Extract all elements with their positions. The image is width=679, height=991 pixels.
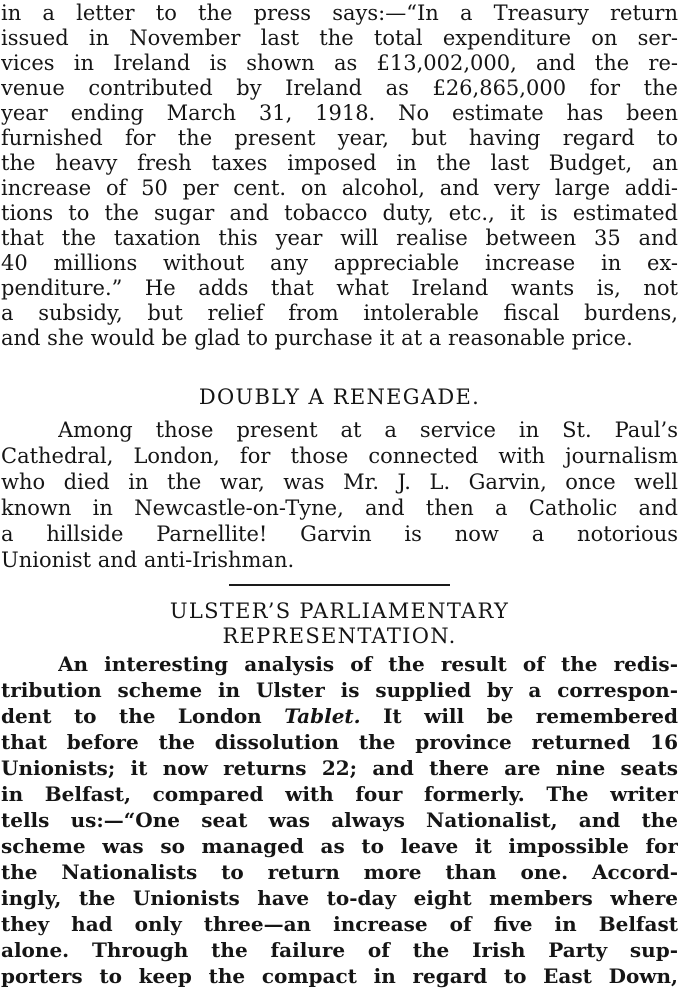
text-line: increase of 50 per cent. on alcohol, and very large addi- bbox=[1, 176, 678, 200]
text-line: who died in the war, was Mr. J. L. Garvin, once well bbox=[1, 470, 678, 494]
text-line: penditure.” He adds that what Ireland wants is, not bbox=[1, 276, 678, 300]
section-divider bbox=[229, 584, 450, 586]
text-line: year ending March 31, 1918. No estimate has been bbox=[1, 101, 678, 125]
text-line: the Nationalists to return more than one. Accord- bbox=[1, 860, 678, 884]
text-line: that before the dissolution the province returned 16 bbox=[1, 730, 678, 754]
text-line: in Belfast, compared with four formerly. The writer bbox=[1, 782, 678, 806]
publication-title: Tablet. bbox=[284, 704, 361, 728]
text-line: that the taxation this year will realise between 35 and bbox=[1, 226, 678, 250]
text-line: issued in November last the total expenditure on ser- bbox=[1, 26, 678, 50]
text-line: furnished for the present year, but having regard to bbox=[1, 126, 678, 150]
text-line: they had only three—an increase of five in Belfast bbox=[1, 912, 678, 936]
text-line: venue contributed by Ireland as £26,865,000 for the bbox=[1, 76, 678, 100]
section-heading: ULSTER’S PARLIAMENTARY bbox=[169, 599, 510, 623]
text-line bbox=[1, 703, 678, 729]
text-line: Unionist and anti-Irishman. bbox=[1, 548, 295, 572]
text-line: Among those present at a service in St. Paul’s bbox=[58, 418, 678, 442]
text-line: known in Newcastle-on-Tyne, and then a Catholic and bbox=[1, 496, 678, 520]
text-line: vices in Ireland is shown as £13,002,000, and the re- bbox=[1, 51, 678, 75]
section-subheading: REPRESENTATION. bbox=[222, 624, 457, 648]
text-line: a subsidy, but relief from intolerable fiscal burdens, bbox=[1, 301, 678, 325]
section-heading: DOUBLY A RENEGADE. bbox=[198, 385, 481, 409]
text-line: a hillside Parnellite! Garvin is now a notorious bbox=[1, 522, 678, 546]
text-run: dent to the London bbox=[1, 704, 285, 728]
text-line: in a letter to the press says:—“In a Treasury return bbox=[1, 1, 678, 25]
text-line: alone. Through the failure of the Irish Party sup- bbox=[1, 938, 678, 962]
text-line: scheme was so managed as to leave it impossible for bbox=[1, 834, 678, 858]
text-line: Cathedral, London, for those connected with journalism bbox=[1, 444, 678, 468]
text-line: porters to keep the compact in regard to East Down, bbox=[1, 964, 678, 988]
text-line: tells us:—“One seat was always Nationalist, and the bbox=[1, 808, 678, 832]
text-line: Unionists; it now returns 22; and there are nine seats bbox=[1, 756, 678, 780]
text-run: It will be remembered bbox=[360, 704, 678, 728]
text-line: tribution scheme in Ulster is supplied by a correspon- bbox=[1, 678, 678, 702]
text-line: 40 millions without any appreciable increase in ex- bbox=[1, 251, 678, 275]
text-line: and she would be glad to purchase it at a reasonable price. bbox=[1, 326, 633, 350]
text-line: An interesting analysis of the result of the redis- bbox=[58, 652, 678, 676]
text-line: tions to the sugar and tobacco duty, etc., it is estimated bbox=[1, 201, 678, 225]
text-line: ingly, the Unionists have to-day eight members where bbox=[1, 886, 678, 910]
text-line: the heavy fresh taxes imposed in the last Budget, an bbox=[1, 151, 678, 175]
